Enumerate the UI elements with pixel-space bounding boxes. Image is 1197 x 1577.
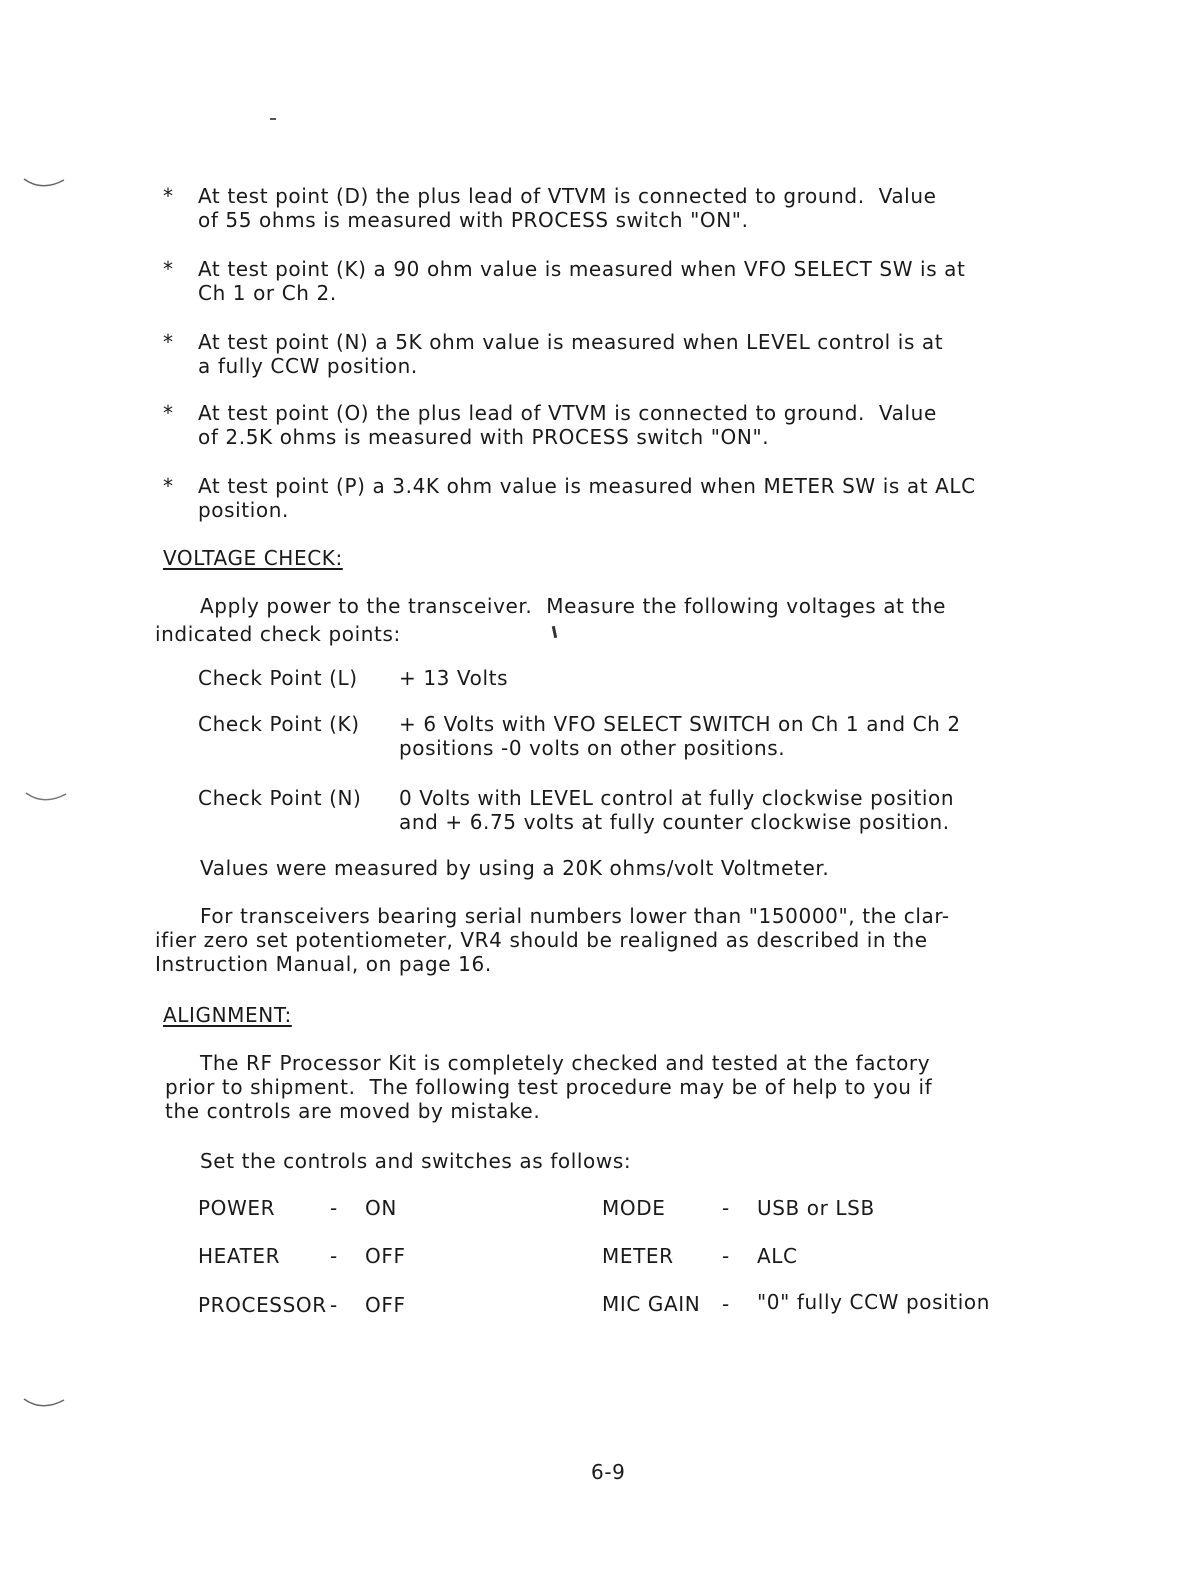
punch-hole-mark bbox=[22, 176, 66, 190]
setting-value: "0" fully CCW position bbox=[757, 1290, 990, 1314]
bullet-text-line: Ch 1 or Ch 2. bbox=[198, 281, 337, 305]
bullet-text-line: At test point (K) a 90 ohm value is measured when VFO SELECT SW is at bbox=[198, 257, 966, 281]
setting-separator: - bbox=[722, 1196, 730, 1220]
setting-name: HEATER bbox=[198, 1244, 281, 1268]
setting-value: OFF bbox=[365, 1293, 406, 1317]
setting-name: PROCESSOR bbox=[198, 1293, 327, 1317]
bullet-text-line: a fully CCW position. bbox=[198, 354, 418, 378]
section-heading-alignment: ALIGNMENT: bbox=[163, 1003, 292, 1027]
setting-value: USB or LSB bbox=[757, 1196, 875, 1220]
bullet-text-line: At test point (P) a 3.4K ohm value is measured when METER SW is at ALC bbox=[198, 474, 976, 498]
setting-separator: - bbox=[722, 1292, 730, 1316]
setting-name: MIC GAIN bbox=[602, 1292, 701, 1316]
check-point-value: + 6 Volts with VFO SELECT SWITCH on Ch 1 and Ch 2 bbox=[399, 712, 961, 736]
setting-separator: - bbox=[330, 1293, 338, 1317]
bullet-text-line: At test point (O) the plus lead of VTVM is connected to ground. Value bbox=[198, 401, 937, 425]
paragraph-line: ifier zero set potentiometer, VR4 should be realigned as described in the bbox=[155, 928, 928, 952]
check-point-value: + 13 Volts bbox=[399, 666, 509, 690]
setting-name: MODE bbox=[602, 1196, 666, 1220]
stray-mark bbox=[552, 626, 557, 638]
setting-name: POWER bbox=[198, 1196, 276, 1220]
bullet-text-line: At test point (N) a 5K ohm value is measured when LEVEL control is at bbox=[198, 330, 944, 354]
stray-mark bbox=[270, 118, 276, 120]
setting-name: METER bbox=[602, 1244, 674, 1268]
punch-hole-mark bbox=[22, 1396, 66, 1410]
setting-separator: - bbox=[330, 1196, 338, 1220]
bullet-symbol: * bbox=[163, 330, 174, 354]
paragraph-line: Apply power to the transceiver. Measure the following voltages at the bbox=[200, 594, 947, 618]
check-point-label: Check Point (L) bbox=[198, 666, 358, 690]
page-number: 6-9 bbox=[591, 1460, 626, 1484]
check-point-label: Check Point (N) bbox=[198, 786, 362, 810]
paragraph-line: prior to shipment. The following test procedure may be of help to you if bbox=[165, 1075, 933, 1099]
setting-separator: - bbox=[722, 1244, 730, 1268]
paragraph-line: indicated check points: bbox=[155, 622, 401, 646]
check-point-value: positions -0 volts on other positions. bbox=[399, 736, 786, 760]
setting-value: OFF bbox=[365, 1244, 406, 1268]
bullet-text-line: of 2.5K ohms is measured with PROCESS switch "ON". bbox=[198, 425, 770, 449]
bullet-text-line: position. bbox=[198, 498, 289, 522]
punch-hole-mark bbox=[24, 790, 68, 804]
paragraph-line: Instruction Manual, on page 16. bbox=[155, 952, 492, 976]
paragraph-line: the controls are moved by mistake. bbox=[165, 1099, 541, 1123]
check-point-label: Check Point (K) bbox=[198, 712, 360, 736]
bullet-symbol: * bbox=[163, 184, 174, 208]
paragraph-line: Set the controls and switches as follows: bbox=[200, 1149, 632, 1173]
bullet-text-line: of 55 ohms is measured with PROCESS switch "ON". bbox=[198, 208, 749, 232]
paragraph-line: The RF Processor Kit is completely checked and tested at the factory bbox=[200, 1051, 931, 1075]
bullet-symbol: * bbox=[163, 257, 174, 281]
setting-separator: - bbox=[330, 1244, 338, 1268]
check-point-value: 0 Volts with LEVEL control at fully clockwise position bbox=[399, 786, 955, 810]
paragraph-line: Values were measured by using a 20K ohms/volt Voltmeter. bbox=[200, 856, 830, 880]
bullet-symbol: * bbox=[163, 474, 174, 498]
setting-value: ON bbox=[365, 1196, 397, 1220]
check-point-value: and + 6.75 volts at fully counter clockwise position. bbox=[399, 810, 950, 834]
section-heading-voltage-check: VOLTAGE CHECK: bbox=[163, 546, 343, 570]
bullet-text-line: At test point (D) the plus lead of VTVM is connected to ground. Value bbox=[198, 184, 937, 208]
bullet-symbol: * bbox=[163, 401, 174, 425]
setting-value: ALC bbox=[757, 1244, 798, 1268]
paragraph-line: For transceivers bearing serial numbers lower than "150000", the clar- bbox=[200, 904, 950, 928]
